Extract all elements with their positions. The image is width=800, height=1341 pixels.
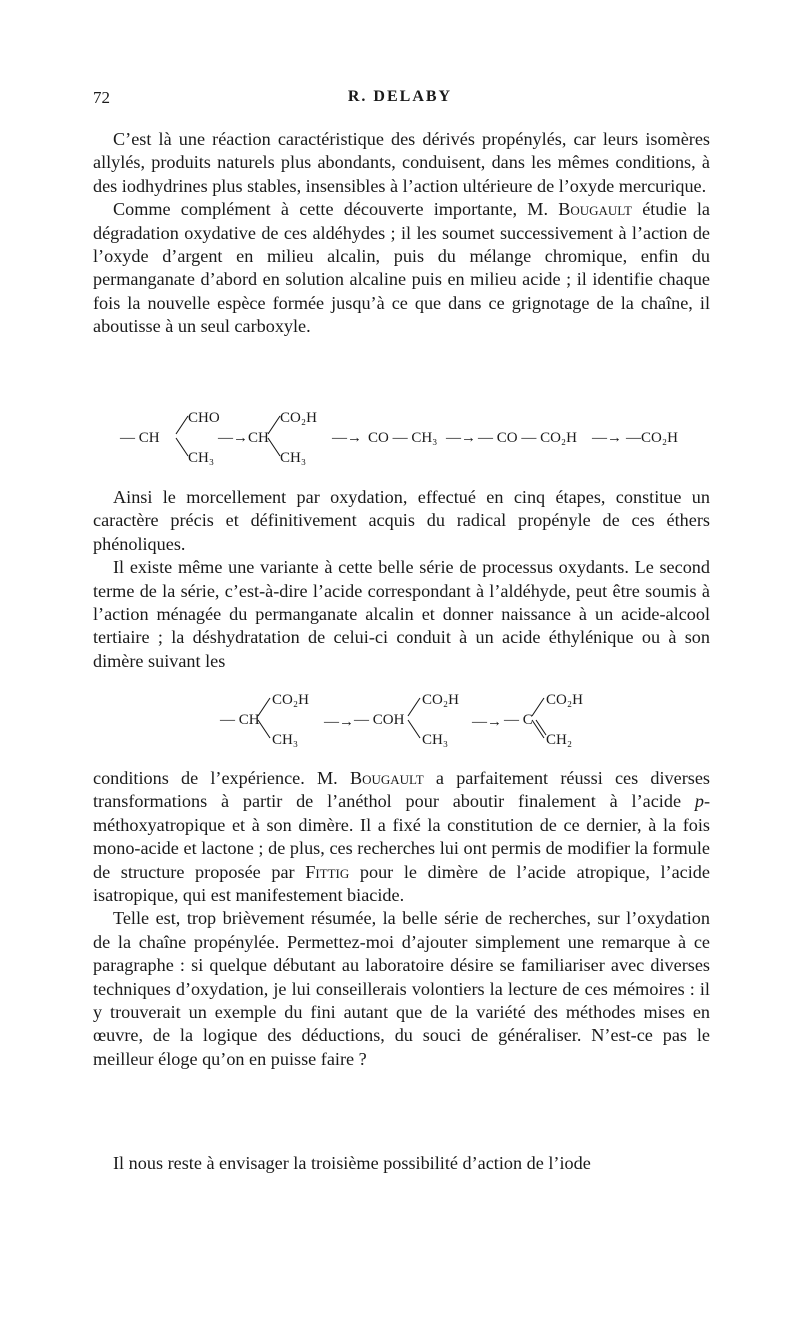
author-name-bougault: Bougault [349, 768, 424, 788]
svg-text:—→: —→ [592, 430, 622, 446]
body-text-last [93, 1152, 710, 1175]
formula2-group2-bottom: CH₃ [422, 732, 449, 748]
page-number: 72 [93, 88, 110, 107]
formula2-group3-top: CO₂H [546, 692, 583, 708]
body-text-middle [93, 486, 710, 673]
svg-text:—→: —→ [446, 430, 476, 446]
formula2-group1-left: — CH [220, 712, 260, 728]
formula2-group3-bottom: CH₂ [546, 732, 573, 748]
paragraph-2: Comme complément à cette découverte importante, M. Bougault étudie la dégradation oxydative de ces aldéhydes ; il les soumet successivement à l’action de l’oxyde d’argent en milieu alcalin, puis du mélange chromique, enfin du permanganate d’abord en solution alcaline puis en milieu acide ; il identifie chaque fois la nouvelle espèce formée jusqu’à ce que dans ce grignotage de la chaîne, il aboutisse à un seul carboxyle. [93, 199, 710, 337]
page-header [93, 88, 707, 114]
running-head: R. DELABY [347, 88, 453, 105]
author-name: Bougault [558, 199, 632, 220]
formula2-group1-bottom: CH₃ [272, 732, 299, 748]
formula1-group1-bottom: CH₃ [188, 450, 215, 466]
paragraph-6: Telle est, trop brièvement résumée, la belle série de recherches, sur l’oxydation de la chaîne propénylée. Permettez-moi d’ajouter simplement une remarque à ce paragraphe : si quelque débutant au laboratoire désire se familiariser avec diverses techniques d’oxydation, je lui conseillerais volontiers la lecture de ces mémoires : il y trouverait un exemple du fini autant que de la variété des méthodes mises en œuvre, de la logique des déductions, du souci de généraliser. N’est-ce pas le meilleur éloge qu’on en puisse faire ? [93, 908, 710, 1069]
formula-acid-alcohol-sequence [0, 684, 800, 756]
paragraph-1: C’est là une réaction caractéristique des dérivés propénylés, car leurs isomères allylés, produits naturels plus abondants, conduisent, dans les mêmes conditions, à des iodhydrines plus stables, insensibles à l’action ultérieure de l’oxyde mercurique. [93, 129, 710, 196]
formula1-group3: CO — CH₃ [368, 430, 438, 446]
formula2-group1-top: CO₂H [272, 692, 309, 708]
paragraph-7: Il nous reste à envisager la troisième possibilité d’action de l’iode [113, 1153, 591, 1173]
author-name-fittig: Fittig [305, 861, 350, 882]
paragraph-5: conditions de l’expérience. M. Bougault a parfaitement réussi ces diverses transformations à partir de l’anéthol pour aboutir finalement à l’acide p-méthoxyatropique et à son dimère. Il a fixé la constitution de ce dernier, à la fois mono-acide et lactone ; de plus, ces recherches lui ont permis de modifier la formule de structure proposée par Fittig pour le dimère de l’acide atropique, l’acide isatropique, qui est manifestement biacide. [93, 768, 710, 906]
body-text-bottom [93, 767, 710, 1071]
body-text-top [93, 128, 710, 339]
formula2-group3-left: — C [504, 712, 533, 728]
svg-text:—→: —→ [324, 714, 354, 730]
formula1-group2-top: CO₂H [280, 410, 317, 426]
formula1-group2-bottom: CH₃ [280, 450, 307, 466]
svg-text:—→: —→ [472, 714, 502, 730]
svg-text:—→: —→ [332, 430, 362, 446]
paragraph-3: Ainsi le morcellement par oxydation, effectué en cinq étapes, constitue un caractère précis et définitivement acquis du radical propényle de ces éthers phénoliques. [93, 487, 710, 554]
formula2-group2-left: — COH [354, 712, 405, 728]
paragraph-4: Il existe même une variante à cette belle série de processus oxydants. Le second terme de la série, c’est-à-dire l’acide correspondant à l’aldéhyde, peut être soumis à l’action ménagée du permanganate alcalin et donner naissance à un acide-alcool tertiaire ; la déshydratation de celui-ci conduit à un acide éthylénique ou à son dimère suivant les [93, 557, 710, 671]
svg-text:—→: —→ [218, 430, 248, 446]
formula1-group1-top: CHO [188, 410, 220, 426]
formula1-group2-left: CH [248, 430, 269, 446]
formula-oxidation-sequence [0, 400, 800, 472]
formula2-group2-top: CO₂H [422, 692, 459, 708]
formula1-group4: — CO — CO₂H [478, 430, 577, 446]
formula1-group1-left: — CH [120, 430, 160, 446]
formula1-group5: —CO₂H [626, 430, 678, 446]
